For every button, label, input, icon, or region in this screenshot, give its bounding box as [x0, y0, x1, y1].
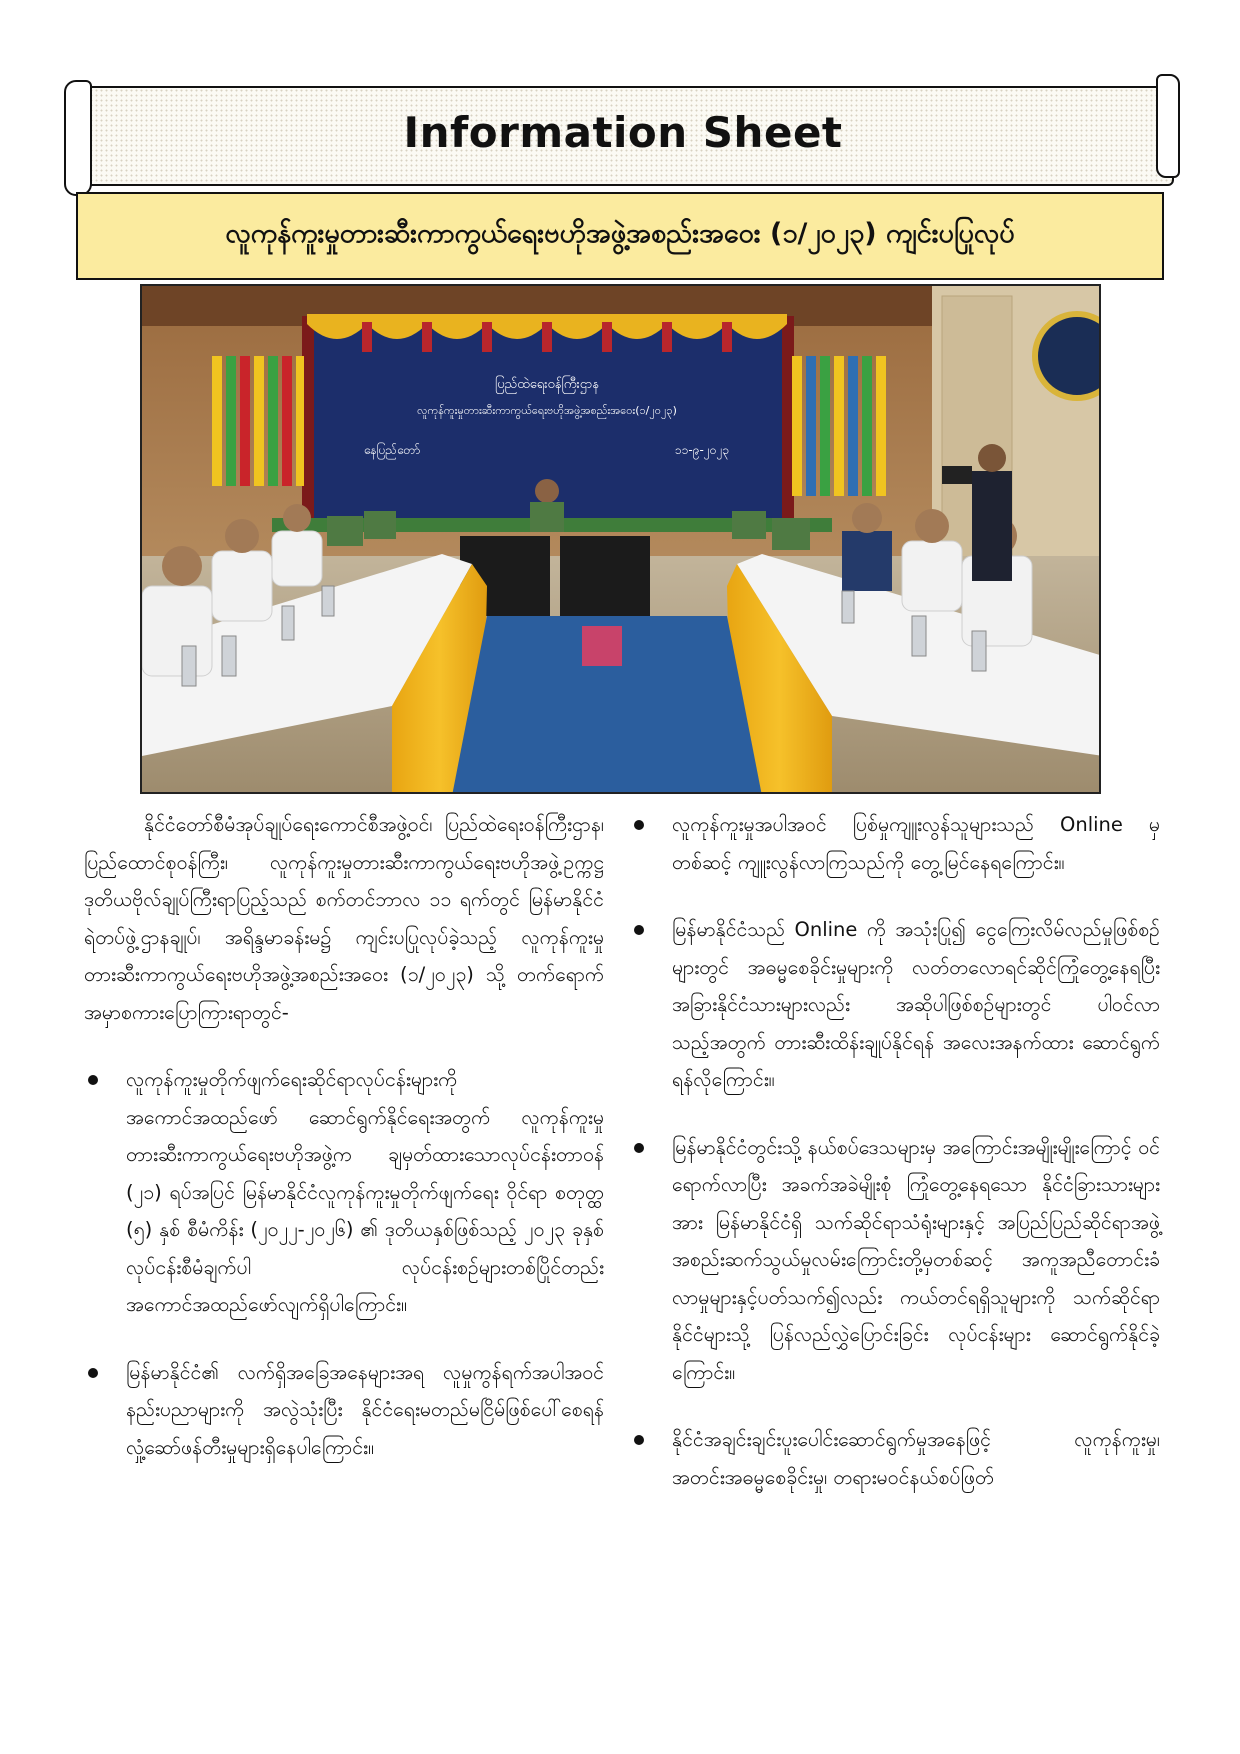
backdrop-place: နေပြည်တော် — [363, 443, 421, 457]
page-title: Information Sheet — [403, 108, 843, 157]
list-item: နိုင်ငံအချင်းချင်းပူးပေါင်းဆောင်ရွက်မှုအနေဖြင့် လူကုန်ကူးမှု၊ အတင်းအဓမ္မစေခိုင်းမှု၊ တရားမဝင်နယ်စပ်ဖြတ် — [630, 1421, 1160, 1496]
bullet-icon — [88, 1075, 98, 1085]
title-banner — [72, 86, 1174, 186]
list-item: မြန်မာနိုင်ငံ၏ လက်ရှိအခြေအနေများအရ လူမှုကွန်ရက်အပါအဝင် နည်းပညာများကို အလွဲသုံးပြီး နိုင်ငံရေးမတည်မငြိမ်ဖြစ်ပေါ်စေရန် လှုံ့ဆော်ဖန်တီးမှုများရှိနေပါကြောင်း။ — [84, 1354, 604, 1467]
list-item: မြန်မာနိုင်ငံသည် Online ကို အသုံးပြု၍ ငွေကြေးလိမ်လည်မှုဖြစ်စဉ်များတွင် အဓမ္မစေခိုင်းမှုများကို လတ်တလောရင်ဆိုင်ကြုံတွေ့နေရပြီး အခြားနိုင်ငံသားများလည်း အဆိုပါဖြစ်စဉ်များတွင် ပါဝင်လာသည့်အတွက် တားဆီးထိန်းချုပ်နိုင်ရန် အလေးအနက်ထား ဆောင်ရွက်ရန်လိုကြောင်း။ — [630, 911, 1160, 1099]
bullet-icon — [88, 1368, 98, 1378]
backdrop-line1: ပြည်ထဲရေးဝန်ကြီးဌာန — [494, 377, 600, 392]
list-item: လူကုန်ကူးမှုအပါအဝင် ပြစ်မှုကျူးလွန်သူများသည် Online မှတစ်ဆင့် ကျူးလွန်လာကြသည်ကို တွေ့မြင်နေရကြောင်း။ — [630, 806, 1160, 881]
right-column — [630, 806, 1160, 1526]
meeting-photo — [140, 284, 1101, 794]
bullet-icon — [634, 820, 644, 830]
headline-bar — [76, 192, 1164, 280]
list-item: လူကုန်ကူးမှုတိုက်ဖျက်ရေးဆိုင်ရာလုပ်ငန်းများကို အကောင်အထည်ဖော် ဆောင်ရွက်နိုင်ရေးအတွက် လူကုန်ကူးမှုတားဆီးကာကွယ်ရေးဗဟိုအဖွဲ့က ချမှတ်ထားသောလုပ်ငန်းတာဝန် (၂၁) ရပ်အပြင် မြန်မာနိုင်ငံလူကုန်ကူးမှုတိုက်ဖျက်ရေး ဝိုင်ရာ စတုတ္ထ (၅) နှစ် စီမံကိန်း (၂၀၂၂-၂၀၂၆) ၏ ဒုတိယနှစ်ဖြစ်သည့် ၂၀၂၃ ခုနှစ် လုပ်ငန်းစီမံချက်ပါ လုပ်ငန်းစဉ်များတစ်ပြိုင်တည်း အကောင်အထည်ဖော်လျက်ရှိပါကြောင်း။ — [84, 1061, 604, 1324]
bullet-icon — [634, 1435, 644, 1445]
flags-right — [792, 356, 886, 496]
backdrop-date: ၁၁-၉-၂၀၂၃ — [674, 443, 730, 457]
intro-paragraph: နိုင်ငံတော်စီမံအုပ်ချုပ်ရေးကောင်စီအဖွဲ့ဝင်၊ ပြည်ထဲရေးဝန်ကြီးဌာန၊ ပြည်ထောင်စုဝန်ကြီး၊ လူကုန်ကူးမှုတားဆီးကာကွယ်ရေးဗဟိုအဖွဲ့ဥက္ကဋ္ဌ ဒုတိယဗိုလ်ချုပ်ကြီးရာပြည့်သည် စက်တင်ဘာလ ၁၁ ရက်တွင် မြန်မာနိုင်ငံရဲတပ်ဖွဲ့ဌာနချုပ်၊ အရိန္ဒမာခန်းမ၌ ကျင်းပပြုလုပ်ခဲ့သည့် လူကုန်ကူးမှုတားဆီးကာကွယ်ရေးဗဟိုအဖွဲ့အစည်းအဝေး (၁/၂၀၂၃) သို့ တက်ရောက်အမှာစကားပြောကြားရာတွင်- — [84, 813, 604, 1024]
headline-text: လူကုန်ကူးမှုတားဆီးကာကွယ်ရေးဗဟိုအဖွဲ့အစည်းအဝေး (၁/၂၀၂၃) ကျင်းပပြုလုပ် — [225, 218, 1015, 249]
emblem — [1035, 314, 1101, 398]
left-column — [84, 806, 604, 1496]
bullet-icon — [634, 1143, 644, 1153]
bullet-icon — [634, 925, 644, 935]
list-item: မြန်မာနိုင်ငံတွင်းသို့ နယ်စပ်ဒေသများမှ အကြောင်းအမျိုးမျိုးကြောင့် ဝင်ရောက်လာပြီး အခက်အခဲမျိုးစုံ ကြုံတွေ့နေရသော နိုင်ငံခြားသားများအား မြန်မာနိုင်ငံရှိ သက်ဆိုင်ရာသံရုံးများနှင့် အပြည်ပြည်ဆိုင်ရာအဖွဲ့အစည်းဆက်သွယ်မှုလမ်းကြောင်းတို့မှတစ်ဆင့် အကူအညီတောင်းခံလာမှုများနှင့်ပတ်သက်၍လည်း ကယ်တင်ရရှိသူများကို သက်ဆိုင်ရာနိုင်ငံများသို့ ပြန်လည်လွှဲပြောင်းခြင်း လုပ်ငန်းများ ဆောင်ရွက်နိုင်ခဲ့ကြောင်း။ — [630, 1129, 1160, 1392]
backdrop-line2: လူကုန်ကူးမှုတားဆီးကာကွယ်ရေးဗဟိုအဖွဲ့အစည်းအဝေး(၁/၂၀၂၃) — [417, 404, 677, 417]
